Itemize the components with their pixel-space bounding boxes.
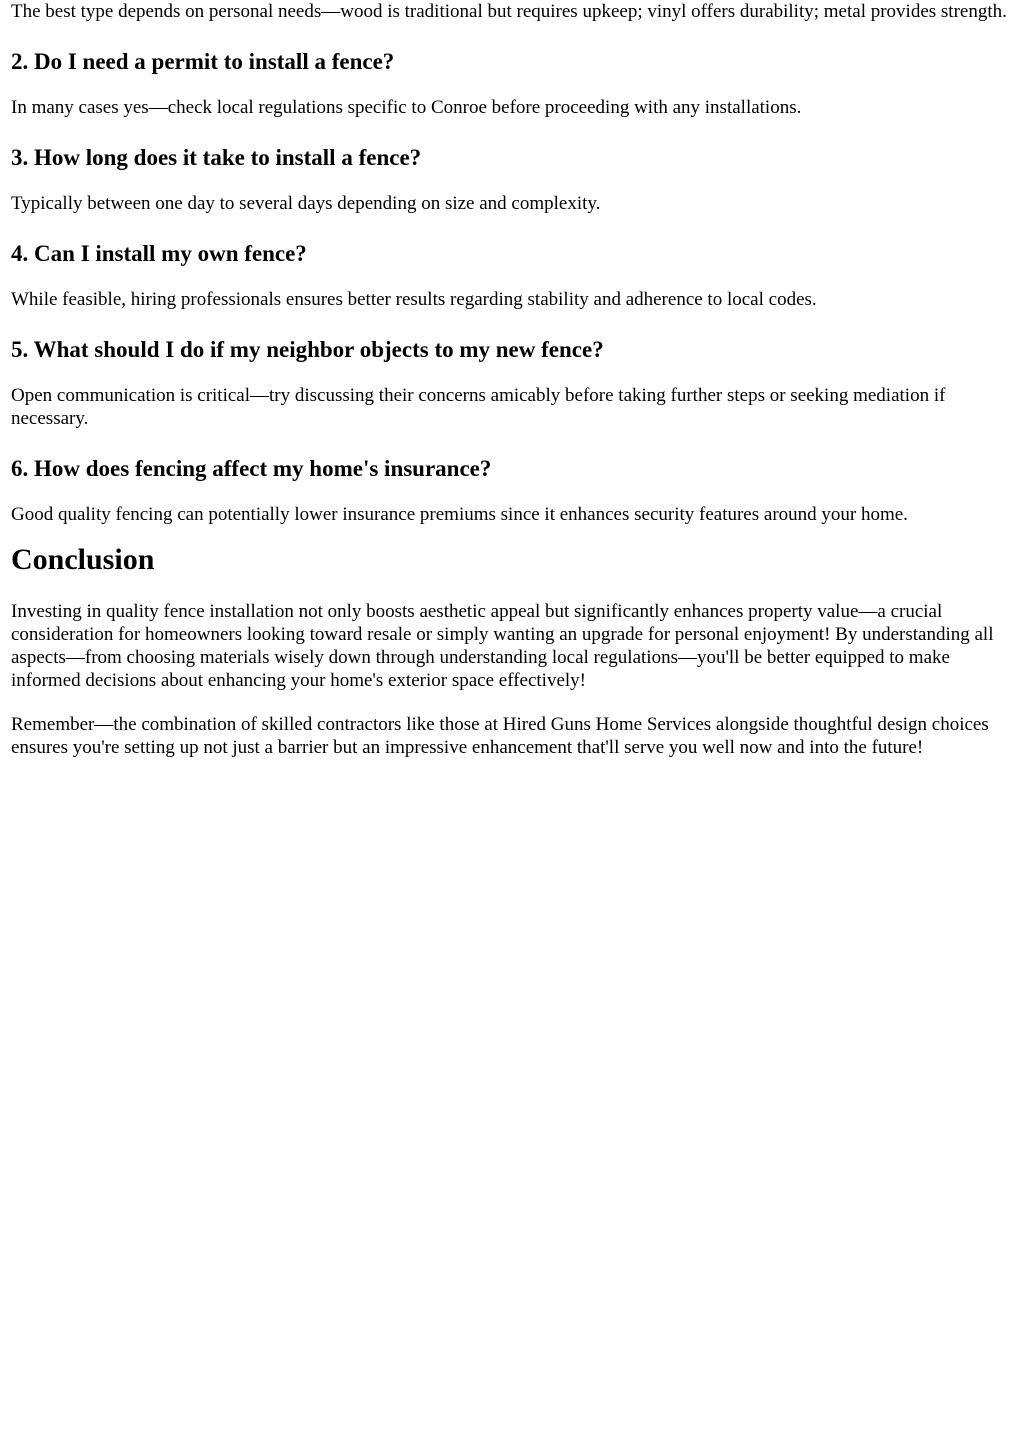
- faq-question-2: 2. Do I need a permit to install a fence?: [11, 49, 395, 74]
- faq-item-3: [11, 144, 1013, 215]
- conclusion-heading: Conclusion: [11, 543, 155, 576]
- conclusion-paragraph-1: Investing in quality fence installation not only boosts aesthetic appeal but significantly enhances property value—a crucial consideration for homeowners looking toward resale or simply wanting an upgrade for personal enjoyment! By understanding all aspects—from choosing materials wisely down through understanding local regulations—you'll be better equipped to make informed decisions about enhancing your home's exterior space effectively!: [11, 601, 994, 691]
- faq-answer-1: The best type depends on personal needs—wood is traditional but requires upkeep; vinyl offers durability; metal provides strength.: [11, 1, 1007, 22]
- faq-item-4: [11, 240, 1013, 311]
- faq-item-2: [11, 48, 1013, 119]
- faq-item-6: [11, 455, 1013, 526]
- faq-question-6: 6. How does fencing affect my home's insurance?: [11, 456, 492, 481]
- faq-item-5: [11, 336, 1013, 430]
- conclusion-paragraph-2: Remember—the combination of skilled contractors like those at Hired Guns Home Services alongside thoughtful design choices ensures you're setting up not just a barrier but an impressive enhancement that'll serve you well now and into the future!: [11, 714, 989, 758]
- faq-answer-3: Typically between one day to several days depending on size and complexity.: [11, 193, 601, 214]
- faq-question-5: 5. What should I do if my neighbor objects to my new fence?: [11, 337, 604, 362]
- faq-answer-6: Good quality fencing can potentially lower insurance premiums since it enhances security features around your home.: [11, 504, 908, 525]
- faq-answer-2: In many cases yes—check local regulations specific to Conroe before proceeding with any installations.: [11, 97, 802, 118]
- faq-question-4: 4. Can I install my own fence?: [11, 241, 307, 266]
- faq-answer-4: While feasible, hiring professionals ensures better results regarding stability and adherence to local codes.: [11, 289, 817, 310]
- conclusion-section: [11, 542, 1013, 759]
- faq-question-3: 3. How long does it take to install a fence?: [11, 145, 422, 170]
- faq-answer-5: Open communication is critical—try discussing their concerns amicably before taking further steps or seeking mediation if necessary.: [11, 385, 946, 429]
